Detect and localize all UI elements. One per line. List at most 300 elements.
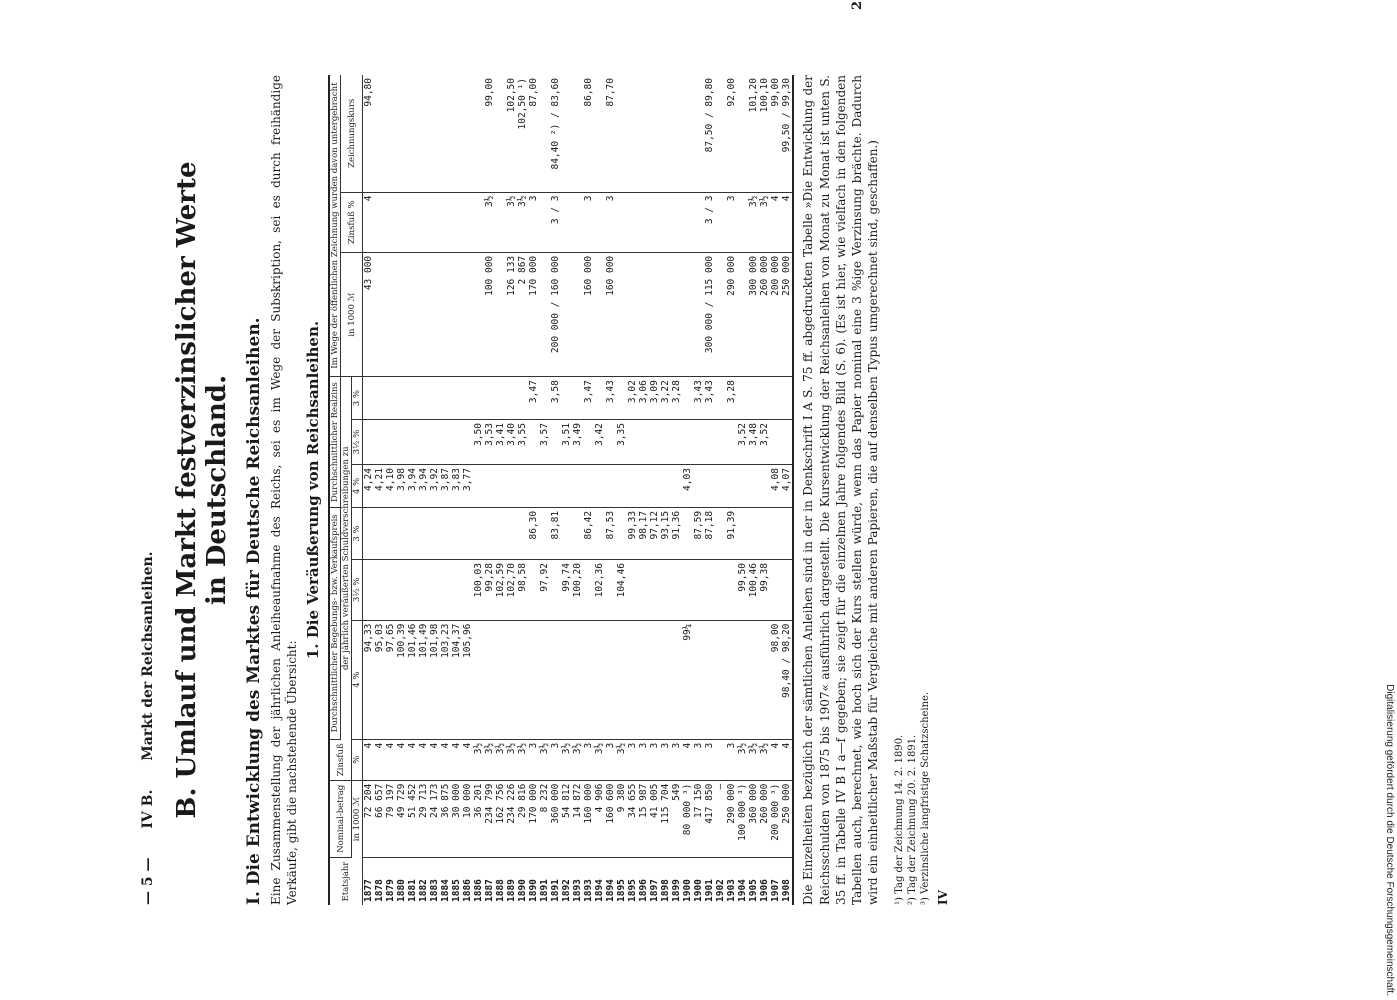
table-cell: 160 000	[583, 252, 594, 376]
table-cell	[693, 420, 704, 465]
table-cell: 97,65	[385, 620, 396, 739]
table-cell: 1881	[407, 879, 419, 902]
table-cell: 1898	[660, 879, 672, 902]
table-cell: 3	[605, 192, 616, 252]
table-row	[671, 75, 682, 905]
table-cell	[737, 192, 748, 252]
table-cell	[517, 620, 528, 739]
table-cell	[374, 75, 385, 192]
table-row	[693, 75, 704, 905]
table-cell	[715, 507, 726, 559]
table-cell: 1905	[748, 879, 760, 902]
table-cell	[781, 507, 793, 559]
footnote-2: ²) Tag der Zeichnung 20. 2. 1891.	[907, 734, 919, 905]
table-row	[407, 75, 418, 905]
table-row	[561, 75, 572, 905]
table-row	[759, 75, 770, 905]
table-cell	[748, 377, 759, 420]
table-cell: 1880	[396, 879, 408, 902]
table-cell	[506, 377, 517, 420]
table-cell	[572, 620, 583, 739]
table-cell	[374, 420, 385, 465]
table-cell: 549	[671, 780, 682, 857]
table-cell	[781, 420, 793, 465]
col-avg-price: Durchschnittlicher Begebungs- bzw. Verkaufspreis	[329, 507, 341, 739]
subsection-heading: 1. Die Veräußerung von Reichsanleihen.	[304, 320, 323, 660]
table-row	[770, 75, 781, 905]
table-cell: 1906	[759, 879, 771, 902]
table-cell: 3½	[484, 739, 495, 780]
footnotes	[893, 75, 932, 905]
col-year: Etatsjahr	[329, 857, 363, 905]
table-cell: 3½	[759, 739, 770, 780]
table-cell	[759, 620, 770, 739]
table-cell	[660, 560, 671, 621]
table-cell	[594, 252, 605, 376]
table-cell	[451, 420, 462, 465]
table-cell: 4	[363, 192, 375, 252]
table-cell	[638, 420, 649, 465]
col-price-3: 3 %	[352, 507, 363, 559]
table-cell	[385, 560, 396, 621]
table-cell	[770, 420, 781, 465]
table-cell: 49 729	[396, 780, 407, 857]
table-cell: 170 000	[528, 252, 539, 376]
table-cell: 86,30	[528, 507, 539, 559]
table-row	[506, 75, 517, 905]
table-cell	[704, 465, 715, 508]
table-cell: 3½	[572, 739, 583, 780]
table-cell: 3,83	[451, 465, 462, 508]
table-cell	[781, 377, 793, 420]
table-cell: 3½	[594, 739, 605, 780]
table-cell: 3,53	[484, 420, 495, 465]
table-cell: 3,77	[462, 465, 473, 508]
col-joint: der jährlich veräußerten Schuldverschreibungen zu	[341, 377, 352, 740]
table-cell	[627, 252, 638, 376]
table-row	[572, 75, 583, 905]
table-cell	[495, 192, 506, 252]
table-cell	[638, 75, 649, 192]
table-cell	[627, 192, 638, 252]
table-cell	[726, 465, 737, 508]
table-cell: 1893	[572, 879, 584, 902]
table-cell	[440, 560, 451, 621]
col-rate-unit: %	[352, 739, 363, 780]
table-cell: 1889	[506, 879, 518, 902]
table-cell: 115 704	[660, 780, 671, 857]
table-cell	[528, 465, 539, 508]
table-row	[594, 75, 605, 905]
table-cell	[462, 420, 473, 465]
table-cell: —	[715, 780, 726, 857]
table-cell: 54 812	[561, 780, 572, 857]
table-cell: 3,43	[704, 377, 715, 420]
signature-mark: IV	[936, 890, 951, 905]
table-cell	[671, 620, 682, 739]
table-cell: 1892	[561, 879, 573, 902]
table-cell	[561, 192, 572, 252]
table-cell	[440, 192, 451, 252]
table-cell	[715, 620, 726, 739]
table-cell	[671, 420, 682, 465]
table-cell	[561, 620, 572, 739]
table-cell: 102,70	[506, 560, 517, 621]
table-cell	[473, 75, 484, 192]
table-cell: 3,22	[660, 377, 671, 420]
table-cell	[517, 377, 528, 420]
title-line-1: B. Umlauf und Markt festverzinslicher Werte	[172, 161, 202, 819]
table-cell: 1900	[682, 879, 694, 902]
table-cell	[671, 192, 682, 252]
table-cell: 290 000	[726, 780, 737, 857]
table-cell: 3½	[737, 739, 748, 780]
table-cell: 3	[726, 192, 737, 252]
table-row	[396, 75, 407, 905]
col-yield-3: 3 %	[352, 377, 363, 420]
table-cell: 3,47	[528, 377, 539, 420]
table-cell: 24 173	[429, 780, 440, 857]
table-cell: 3,58	[550, 377, 561, 420]
table-cell	[407, 507, 418, 559]
table-cell	[363, 420, 375, 465]
table-cell	[385, 420, 396, 465]
intro-paragraph: Eine Zusammenstellung der jährlichen Anleiheaufnahme des Reichs, sei es im Wege der Subskription, sei es durch freihändige Verkäufe, gibt die nachstehende Übersicht:	[269, 75, 300, 905]
table-cell	[682, 252, 693, 376]
table-cell	[682, 507, 693, 559]
table-cell: 100 000 ³)	[737, 780, 748, 857]
table-cell	[495, 75, 506, 192]
table-cell	[484, 377, 495, 420]
table-cell: 4,07	[781, 465, 793, 508]
table-cell: 1897	[649, 879, 661, 902]
table-cell	[693, 620, 704, 739]
table-cell: 3,35	[616, 420, 627, 465]
table-cell	[374, 377, 385, 420]
table-row	[385, 75, 396, 905]
table-cell: 4,03	[682, 465, 693, 508]
table-cell: 100 000	[484, 252, 495, 376]
table-cell: 3	[605, 739, 616, 780]
table-cell: 100,03	[473, 560, 484, 621]
table-cell: 101,20	[748, 75, 759, 192]
table-cell: 1893	[583, 879, 595, 902]
table-cell	[440, 507, 451, 559]
table-cell: 3,50	[473, 420, 484, 465]
table-cell: 103,23	[440, 620, 451, 739]
table-cell	[539, 192, 550, 252]
table-cell	[704, 620, 715, 739]
table-cell: 4,10	[385, 465, 396, 508]
table-cell: 8 232	[539, 780, 550, 857]
table-cell	[407, 420, 418, 465]
table-cell	[583, 560, 594, 621]
table-cell	[572, 507, 583, 559]
table-cell: 99,28	[484, 560, 495, 621]
section-heading: I. Die Entwicklung des Marktes für Deutsche Reichsanleihen.	[244, 317, 264, 905]
table-cell	[726, 420, 737, 465]
table-cell: 3½	[759, 192, 770, 252]
table-cell: 1895	[616, 879, 628, 902]
table-cell: 9 380	[616, 780, 627, 857]
table-cell	[682, 377, 693, 420]
table-cell	[462, 377, 473, 420]
table-cell: 3½	[473, 739, 484, 780]
table-cell	[396, 377, 407, 420]
table-cell	[770, 507, 781, 559]
table-cell	[605, 420, 616, 465]
table-cell: 84,40 ²) / 83,60	[550, 75, 561, 192]
table-row	[429, 75, 440, 905]
table-cell: 260 000	[759, 780, 770, 857]
table-cell	[660, 75, 671, 192]
table-row	[649, 75, 660, 905]
table-cell	[418, 252, 429, 376]
table-cell	[638, 192, 649, 252]
table-cell: 1901	[704, 879, 716, 902]
table-cell: 250 000	[781, 252, 793, 376]
body-text: Die Einzelheiten bezüglich der sämtlichen Anleihen sind in der in Denkschrift I A S. 75 ff. abgedruckten Tabelle »Die Entwicklung der Reichsschulden von 1875 bis 1907« ausführlich dargestellt. Die Kursentwicklung der Reichsanleihen von Monat zu Monat ist unten S. 35 ff. in Tabelle IV B I a—f gegeben; sie zeigt für die einzelnen Jahre folgendes Bild (S. 6). (Es ist hier, wie vielfach in den folgenden Tabellen auch, berechnet, wie hoch sich der Kurs stellen würde, wenn das Papier nominal eine 3 %ige Verzinsung brächte. Dadurch wird ein einheitlicher Maßstab für Vergleiche mit anderen Papieren, die auf denselben Typus umgerechnet sind, geschaffen.)	[801, 75, 881, 905]
table-cell	[539, 252, 550, 376]
table-cell: 360 000	[748, 780, 759, 857]
table-cell	[385, 192, 396, 252]
table-cell: 1896	[638, 879, 650, 902]
table-cell	[506, 507, 517, 559]
funding-note: Digitalisierung gefördert durch die Deutsche Forschungsgemeinschaft.	[1384, 684, 1395, 996]
table-cell: 99,50 / 99,30	[781, 75, 793, 192]
col-yield-4: 4 %	[352, 465, 363, 508]
table-cell: 4	[429, 739, 440, 780]
table-cell: 1883	[429, 879, 441, 902]
table-cell: 15 987	[638, 780, 649, 857]
table-cell	[396, 75, 407, 192]
table-cell	[407, 75, 418, 192]
table-cell	[484, 507, 495, 559]
table-cell: 87,50 / 89,80	[704, 75, 715, 192]
table-cell	[616, 377, 627, 420]
table-row	[726, 75, 737, 905]
table-cell: 36 875	[440, 780, 451, 857]
table-cell: 3	[583, 192, 594, 252]
col-rate: Zinsfuß	[329, 739, 352, 780]
table-cell	[759, 465, 770, 508]
table-cell	[649, 465, 660, 508]
table-cell	[374, 507, 385, 559]
table-cell	[715, 252, 726, 376]
table-cell	[693, 192, 704, 252]
table-cell	[407, 560, 418, 621]
table-cell	[627, 75, 638, 192]
table-cell: 1882	[418, 879, 430, 902]
table-cell	[473, 252, 484, 376]
table-body	[363, 75, 794, 905]
table-cell: 3	[528, 739, 539, 780]
table-cell	[440, 420, 451, 465]
table-cell: 4	[682, 739, 693, 780]
table-cell: 94,80	[363, 75, 375, 192]
table-row	[517, 75, 528, 905]
table-cell	[539, 465, 550, 508]
table-cell	[429, 252, 440, 376]
table-cell: 100,20	[572, 560, 583, 621]
table-cell: 1884	[440, 879, 452, 902]
table-cell: 3	[583, 739, 594, 780]
table-cell: 160 000	[605, 252, 616, 376]
table-cell	[737, 620, 748, 739]
table-cell: 98,58	[517, 560, 528, 621]
table-cell: 3	[627, 739, 638, 780]
table-cell	[693, 75, 704, 192]
table-cell: 86,80	[583, 75, 594, 192]
table-cell	[407, 377, 418, 420]
table-cell: 1885	[451, 879, 463, 902]
table-cell: 79 197	[385, 780, 396, 857]
table-cell	[363, 560, 375, 621]
table-cell: 4	[385, 739, 396, 780]
table-cell	[396, 252, 407, 376]
table-cell	[649, 252, 660, 376]
table-cell: 98,40 / 98,20	[781, 620, 793, 739]
table-cell: 99,38	[759, 560, 770, 621]
table-cell: 87,18	[704, 507, 715, 559]
table-cell: 72 204	[363, 780, 375, 857]
table-row	[440, 75, 451, 905]
table-cell: 3	[660, 739, 671, 780]
table-cell	[616, 465, 627, 508]
table-cell	[561, 252, 572, 376]
table-cell	[737, 377, 748, 420]
table-cell: 87,00	[528, 75, 539, 192]
table-cell	[418, 192, 429, 252]
table-cell: 1886	[462, 879, 474, 902]
table-cell: 1879	[385, 879, 397, 902]
table-cell	[693, 560, 704, 621]
table-cell: 3½	[484, 192, 495, 252]
table-cell: 30 000	[451, 780, 462, 857]
table-cell: 87,59	[693, 507, 704, 559]
page-title	[172, 75, 232, 905]
table-cell	[539, 507, 550, 559]
table-cell	[396, 420, 407, 465]
table-cell	[737, 507, 748, 559]
table-cell: 3,06	[638, 377, 649, 420]
table-row	[737, 75, 748, 905]
table-cell: 4	[770, 192, 781, 252]
table-cell	[737, 465, 748, 508]
table-cell	[594, 377, 605, 420]
table-cell: 10 000	[462, 780, 473, 857]
table-cell	[583, 620, 594, 739]
table-cell	[561, 75, 572, 192]
table-cell	[748, 465, 759, 508]
table-cell: 3,42	[594, 420, 605, 465]
table-cell: 1907	[770, 879, 782, 902]
table-row	[605, 75, 616, 905]
table-cell: 3	[649, 739, 660, 780]
table-cell	[451, 75, 462, 192]
funding-strip	[1379, 4, 1395, 996]
table-row	[715, 75, 726, 905]
table-cell	[495, 507, 506, 559]
table-cell: 160 600	[605, 780, 616, 857]
table-cell: 162 756	[495, 780, 506, 857]
table-cell	[704, 420, 715, 465]
table-cell	[440, 75, 451, 192]
table-cell	[594, 75, 605, 192]
table-cell	[638, 465, 649, 508]
table-cell	[440, 252, 451, 376]
table-cell: 104,46	[616, 560, 627, 621]
table-cell: 3½	[506, 739, 517, 780]
table-cell	[572, 75, 583, 192]
table-cell	[660, 420, 671, 465]
document-page	[140, 75, 950, 905]
table-cell	[396, 560, 407, 621]
table-cell	[616, 620, 627, 739]
table-row	[418, 75, 429, 905]
table-cell: 3	[528, 192, 539, 252]
table-cell	[649, 620, 660, 739]
table-row	[374, 75, 385, 905]
table-cell	[671, 252, 682, 376]
table-cell	[627, 560, 638, 621]
table-cell: 3½	[517, 739, 528, 780]
table-cell	[561, 377, 572, 420]
table-cell	[418, 507, 429, 559]
table-cell	[429, 420, 440, 465]
table-cell: 99,50	[737, 560, 748, 621]
table-cell: 91,36	[671, 507, 682, 559]
table-cell: 1894	[605, 879, 617, 902]
table-cell: 102,50	[506, 75, 517, 192]
page-marker: 2	[850, 0, 865, 10]
table-cell: 3½	[561, 739, 572, 780]
table-cell: 4,21	[374, 465, 385, 508]
table-cell	[605, 620, 616, 739]
table-cell: 3,40	[506, 420, 517, 465]
table-cell	[682, 420, 693, 465]
table-cell: 1877	[363, 879, 375, 902]
table-cell: 101,46	[407, 620, 418, 739]
table-cell: 3,55	[517, 420, 528, 465]
table-cell	[715, 377, 726, 420]
table-cell: 98,17	[638, 507, 649, 559]
table-cell	[572, 465, 583, 508]
table-cell	[385, 507, 396, 559]
table-row	[781, 75, 793, 905]
table-cell	[473, 620, 484, 739]
table-cell: 200 000	[770, 252, 781, 376]
table-cell: 83,81	[550, 507, 561, 559]
table-cell: 80 000 ³)	[682, 780, 693, 857]
table-cell: 1904	[737, 879, 749, 902]
table-cell	[440, 377, 451, 420]
table-cell: 3,87	[440, 465, 451, 508]
table-cell: 1902	[715, 879, 727, 902]
table-cell: 1908	[781, 879, 793, 902]
table-cell	[715, 420, 726, 465]
table-cell	[572, 192, 583, 252]
table-cell	[737, 252, 748, 376]
table-cell	[429, 377, 440, 420]
table-cell: 87,53	[605, 507, 616, 559]
table-cell	[693, 252, 704, 376]
table-cell	[748, 620, 759, 739]
table-cell	[572, 377, 583, 420]
table-cell: 234 226	[506, 780, 517, 857]
table-cell: 3,52	[737, 420, 748, 465]
table-cell: 99,33	[627, 507, 638, 559]
